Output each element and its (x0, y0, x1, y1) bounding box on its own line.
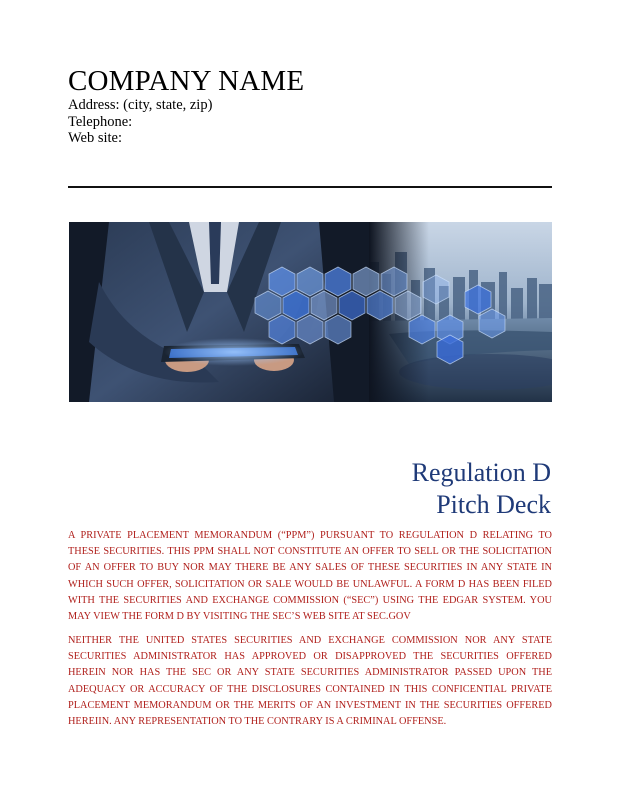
company-name: COMPANY NAME (68, 65, 305, 97)
title-line-1: Regulation D (411, 458, 551, 487)
telephone-line: Telephone: (68, 113, 133, 130)
address-line: Address: (city, state, zip) (68, 97, 213, 113)
title-line-2: Pitch Deck (436, 490, 551, 519)
document-title (412, 457, 551, 521)
hero-image (69, 222, 552, 402)
contact-block (68, 97, 212, 147)
disclaimer-paragraph-2: NEITHER THE UNITED STATES SECURITIES AND EXCHANGE COMMISSION NOR ANY STATE SECURITIES ADMINISTRATOR HAS APPROVED OR DISAPPROVED THE SECURITIES OFFERED HEREIN NOR HAS THE SEC OR ANY STATE SECURITIES ADMINISTRATOR PASSED UPON THE ADEQUACY OR ACCURACY OF THE DISCLOSURES CONTAINED IN THIS CONFICENTIAL PRIVATE PLACEMENT MEMORANDUM OR THE MERITS OF AN INVESTMENT IN THE SECURITIES OFFERED HEREIIN. ANY REPRESENTATION TO THE CONTRARY IS A CRIMINAL OFFENSE. (68, 635, 552, 728)
website-line: Web site: (68, 130, 122, 146)
disclaimer-paragraph-1: A PRIVATE PLACEMENT MEMORANDUM (“PPM”) PURSUANT TO REGULATION D RELATING TO THESE SECURITIES. THIS PPM SHALL NOT CONSTITUTE AN OFFER TO SELL OR THE SOLICITATION OF AN OFFER TO BUY NOR MAY THERE BE ANY SALES OF THESE SECURITIES IN ANY STATE IN WHICH SUCH OFFER, SOLICITATION OR SALE WOULD BE UNLAWFUL. A FORM D HAS BEEN FILED WITH THE SECURITIES AND EXCHANGE COMMISSION (“SEC”) USING THE EDGAR SYSTEM. YOU MAY VIEW THE FORM D BY VISITING THE SEC’S WEB SITE AT SEC.GOV (68, 530, 552, 623)
header-divider (68, 186, 552, 188)
